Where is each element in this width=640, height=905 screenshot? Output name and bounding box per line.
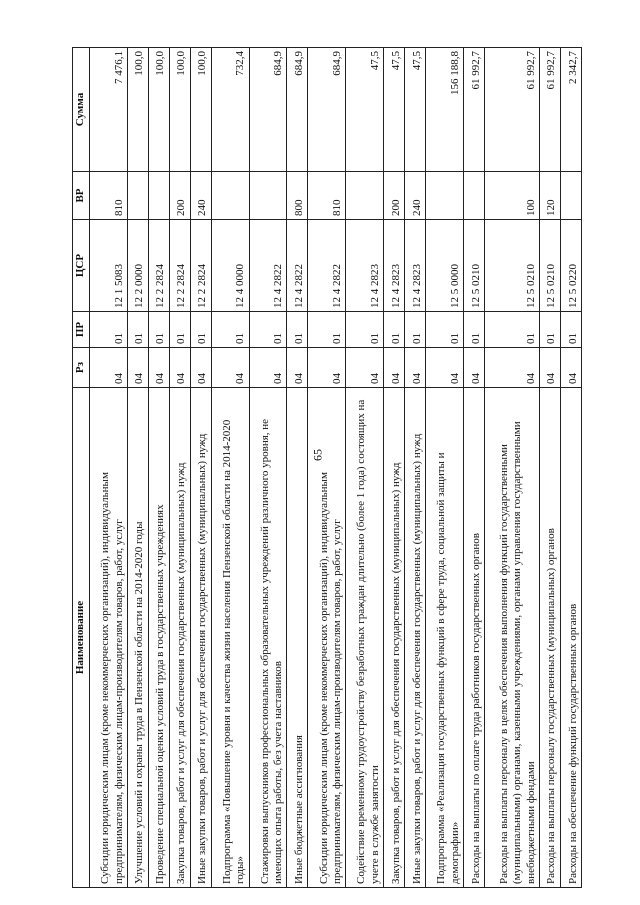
cell-vr: 240 <box>190 172 211 220</box>
cell-csr: 12 5 0220 <box>560 220 581 312</box>
cell-rz: 04 <box>405 348 426 388</box>
cell-pr: 01 <box>287 312 308 348</box>
table-row <box>384 48 405 888</box>
cell-csr: 12 5 0000 <box>426 220 464 312</box>
cell-sum: 732,4 <box>211 48 249 172</box>
cell-name: Расходы на обеспечение функций государственных органов <box>560 388 581 888</box>
cell-vr <box>464 172 485 220</box>
table-row <box>484 48 539 888</box>
table-row <box>169 48 190 888</box>
cell-csr: 12 5 0210 <box>540 220 561 312</box>
cell-vr <box>127 172 148 220</box>
cell-name: Расходы на выплаты по оплате труда работников государственных органов <box>464 388 485 888</box>
cell-vr <box>346 172 384 220</box>
cell-vr <box>426 172 464 220</box>
table-row <box>287 48 308 888</box>
cell-pr: 01 <box>148 312 169 348</box>
cell-sum: 684,9 <box>308 48 346 172</box>
cell-vr <box>211 172 249 220</box>
cell-csr: 12 2 2824 <box>148 220 169 312</box>
cell-name: Субсидии юридическим лицам (кроме некоммерческих организаций), индивидуальным предпринимателям, физическим лицам-производителям товаров, работ, услуг <box>308 388 346 888</box>
cell-rz: 04 <box>384 348 405 388</box>
cell-pr: 01 <box>384 312 405 348</box>
table-body <box>90 48 582 888</box>
cell-sum: 61 992,7 <box>464 48 485 172</box>
table-row <box>560 48 581 888</box>
table-row <box>540 48 561 888</box>
table-row <box>464 48 485 888</box>
cell-name: Иные закупки товаров, работ и услуг для обеспечения государственных (муниципальных) нужд <box>190 388 211 888</box>
cell-sum: 47,5 <box>346 48 384 172</box>
cell-name: Иные закупки товаров, работ и услуг для обеспечения государственных (муниципальных) нужд <box>405 388 426 888</box>
table-row <box>148 48 169 888</box>
cell-name: Расходы на выплаты персоналу государственных (муниципальных) органов <box>540 388 561 888</box>
cell-sum: 2 342,7 <box>560 48 581 172</box>
cell-sum: 100,0 <box>148 48 169 172</box>
table-row <box>346 48 384 888</box>
cell-csr: 12 2 2824 <box>190 220 211 312</box>
cell-vr: 800 <box>287 172 308 220</box>
cell-rz: 04 <box>308 348 346 388</box>
cell-csr: 12 4 2823 <box>405 220 426 312</box>
cell-vr: 810 <box>90 172 128 220</box>
cell-csr: 12 1 5083 <box>90 220 128 312</box>
cell-vr <box>249 172 287 220</box>
cell-name: Улучшение условий и охраны труда в Пензенской области на 2014-2020 годы <box>127 388 148 888</box>
cell-sum: 156 188,8 <box>426 48 464 172</box>
table-row <box>308 48 346 888</box>
cell-pr: 01 <box>484 312 539 348</box>
header-sum: Сумма <box>73 48 90 172</box>
cell-sum: 684,9 <box>287 48 308 172</box>
cell-pr: 01 <box>211 312 249 348</box>
cell-name: Закупка товаров, работ и услуг для обеспечения государственных (муниципальных) нужд <box>384 388 405 888</box>
cell-name: Иные бюджетные ассигнования <box>287 388 308 888</box>
cell-rz: 04 <box>211 348 249 388</box>
table-row <box>426 48 464 888</box>
header-rz: Рз <box>73 348 90 388</box>
table-row <box>249 48 287 888</box>
table-row <box>127 48 148 888</box>
cell-csr: 12 4 2823 <box>346 220 384 312</box>
cell-rz: 04 <box>169 348 190 388</box>
cell-rz: 04 <box>287 348 308 388</box>
cell-pr: 01 <box>464 312 485 348</box>
cell-pr: 01 <box>308 312 346 348</box>
cell-rz: 04 <box>484 348 539 388</box>
cell-name: Содействие временному трудоустройству безработных граждан длительно (более 1 года) состоящих на учете в службе занятости <box>346 388 384 888</box>
cell-vr: 200 <box>384 172 405 220</box>
cell-csr: 12 2 2824 <box>169 220 190 312</box>
cell-name: Подпрограмма «Повышение уровня и качества жизни населения Пензенской области на 2014-2020 годы» <box>211 388 249 888</box>
page-number: 65 <box>310 449 325 461</box>
cell-sum: 684,9 <box>249 48 287 172</box>
cell-vr: 200 <box>169 172 190 220</box>
cell-csr: 12 4 2823 <box>384 220 405 312</box>
cell-sum: 61 992,7 <box>484 48 539 172</box>
cell-pr: 01 <box>426 312 464 348</box>
cell-vr: 100 <box>484 172 539 220</box>
cell-pr: 01 <box>405 312 426 348</box>
cell-pr: 01 <box>90 312 128 348</box>
cell-sum: 100,0 <box>190 48 211 172</box>
cell-csr: 12 4 0000 <box>211 220 249 312</box>
cell-csr: 12 5 0210 <box>484 220 539 312</box>
cell-name: Расходы на выплаты персоналу в целях обеспечения выполнения функций государственными (муниципальными) органами, казенными учреждениями, органами управления государственными внебюджетными фондами <box>484 388 539 888</box>
cell-name: Закупка товаров, работ и услуг для обеспечения государственных (муниципальных) нужд <box>169 388 190 888</box>
cell-pr: 01 <box>127 312 148 348</box>
cell-vr: 240 <box>405 172 426 220</box>
cell-rz: 04 <box>540 348 561 388</box>
cell-csr: 12 4 2822 <box>308 220 346 312</box>
cell-sum: 7 476,1 <box>90 48 128 172</box>
cell-rz: 04 <box>426 348 464 388</box>
cell-rz: 04 <box>148 348 169 388</box>
header-vr: ВР <box>73 172 90 220</box>
cell-rz: 04 <box>346 348 384 388</box>
cell-rz: 04 <box>190 348 211 388</box>
cell-rz: 04 <box>90 348 128 388</box>
cell-sum: 100,0 <box>169 48 190 172</box>
cell-csr: 12 4 2822 <box>249 220 287 312</box>
budget-table <box>72 47 582 888</box>
cell-name: Проведение специальной оценки условий труда в государственных учреждениях <box>148 388 169 888</box>
header-pr: ПР <box>73 312 90 348</box>
cell-name: Стажировки выпускников профессиональных образовательных учреждений различного уровня, не имеющих опыта работы, без учета наставников <box>249 388 287 888</box>
budget-table-container <box>72 48 582 888</box>
cell-pr: 01 <box>560 312 581 348</box>
cell-vr: 810 <box>308 172 346 220</box>
cell-csr: 12 2 0000 <box>127 220 148 312</box>
cell-pr: 01 <box>169 312 190 348</box>
cell-vr <box>148 172 169 220</box>
cell-name: Подпрограмма «Реализация государственных функций в сфере труда, социальной защиты и демографии» <box>426 388 464 888</box>
cell-vr <box>560 172 581 220</box>
cell-rz: 04 <box>127 348 148 388</box>
header-csr: ЦСР <box>73 220 90 312</box>
cell-csr: 12 5 0210 <box>464 220 485 312</box>
table-header-row <box>73 48 90 888</box>
cell-pr: 01 <box>346 312 384 348</box>
cell-pr: 01 <box>540 312 561 348</box>
header-name: Наименование <box>73 388 90 888</box>
cell-name: Субсидии юридическим лицам (кроме некоммерческих организаций), индивидуальным предпринимателям, физическим лицам-производителям товаров, работ, услуг <box>90 388 128 888</box>
table-row <box>90 48 128 888</box>
cell-sum: 100,0 <box>127 48 148 172</box>
cell-csr: 12 4 2822 <box>287 220 308 312</box>
cell-rz: 04 <box>464 348 485 388</box>
cell-vr: 120 <box>540 172 561 220</box>
table-row <box>211 48 249 888</box>
table-row <box>190 48 211 888</box>
table-row <box>405 48 426 888</box>
cell-rz: 04 <box>560 348 581 388</box>
cell-sum: 47,5 <box>384 48 405 172</box>
cell-sum: 47,5 <box>405 48 426 172</box>
cell-pr: 01 <box>249 312 287 348</box>
cell-rz: 04 <box>249 348 287 388</box>
cell-sum: 61 992,7 <box>540 48 561 172</box>
cell-pr: 01 <box>190 312 211 348</box>
